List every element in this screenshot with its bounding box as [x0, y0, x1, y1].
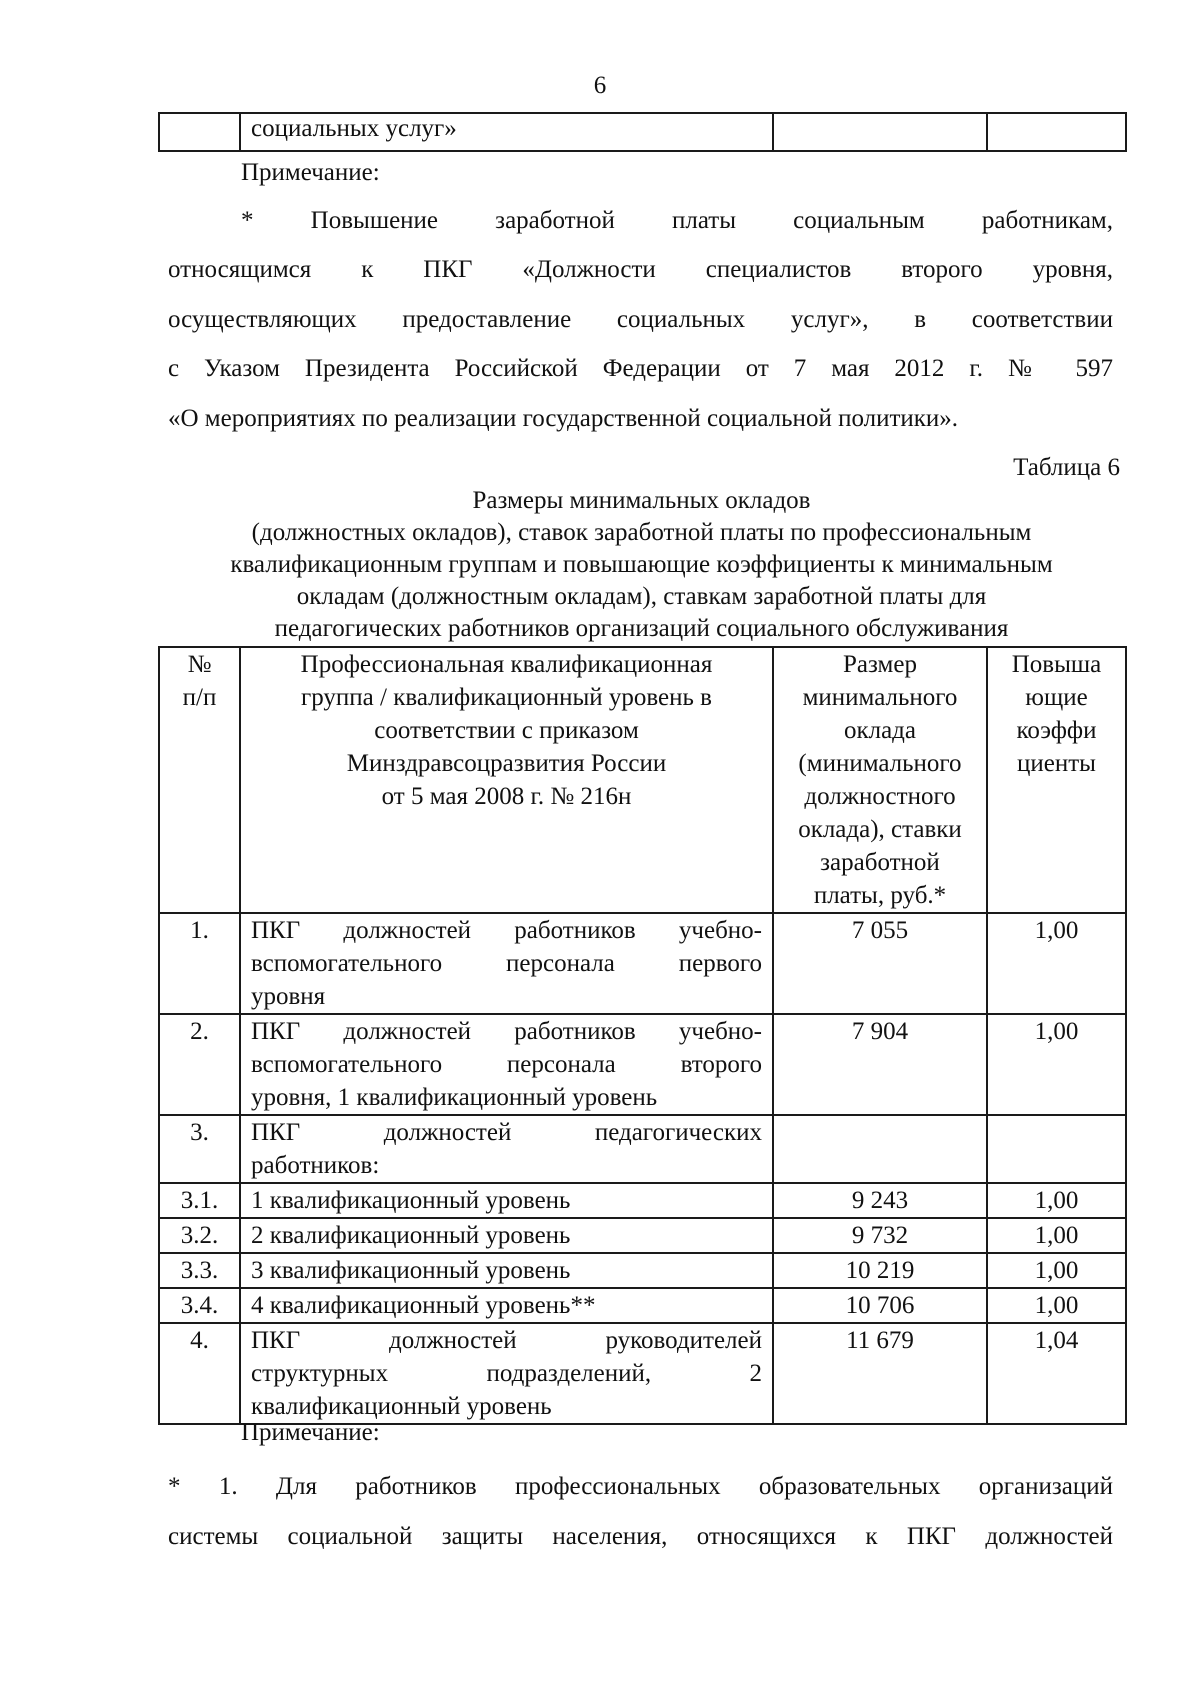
table-row: [159, 1288, 1126, 1323]
row-salary: 9 243: [773, 1183, 987, 1218]
row-num: 3.4.: [159, 1288, 240, 1323]
row-name: 3 квалификационный уровень: [240, 1253, 773, 1288]
table-cell-text: социальных услуг»: [251, 115, 457, 142]
row-coef: 1,04: [987, 1323, 1126, 1424]
table-row: [159, 1014, 1126, 1115]
note-label: Примечание:: [241, 159, 380, 186]
row-name: ПКГ должностей педагогических работников:: [240, 1115, 773, 1183]
row-name: 4 квалификационный уровень**: [240, 1288, 773, 1323]
row-coef: 1,00: [987, 1288, 1126, 1323]
note-line: * Повышение заработной платы социальным работникам,: [241, 207, 1113, 234]
caption-line: квалификационным группам и повышающие коэффициенты к минимальным: [230, 551, 1053, 578]
row-salary: 10 219: [773, 1253, 987, 1288]
row-salary: 9 732: [773, 1218, 987, 1253]
row-name: ПКГ должностей работников учебно- вспомогательного персонала первого уровня: [240, 913, 773, 1014]
row-name: ПКГ должностей руководителей структурных подразделений, 2 квалификационный уровень: [240, 1323, 773, 1424]
salary-table: [158, 646, 1127, 1425]
row-coef: 1,00: [987, 1218, 1126, 1253]
caption-line: Размеры минимальных окладов: [472, 487, 811, 514]
note-line: осуществляющих предоставление социальных услуг», в соответствии: [168, 306, 1113, 333]
note-line: «О мероприятиях по реализации государственной социальной политики».: [168, 405, 959, 432]
row-salary: 11 679: [773, 1323, 987, 1424]
table-row: [159, 1183, 1126, 1218]
row-num: 1.: [159, 913, 240, 1014]
caption-line: педагогических работников организаций социального обслуживания: [274, 615, 1009, 642]
header-salary: Размер минимального оклада (минимального должностного оклада), ставки заработной платы, руб.*: [773, 647, 987, 913]
row-coef: 1,00: [987, 913, 1126, 1014]
row-num: 4.: [159, 1323, 240, 1424]
row-num: 3.3.: [159, 1253, 240, 1288]
row-coef: 1,00: [987, 1014, 1126, 1115]
note-line: * 1. Для работников профессиональных образовательных организаций: [168, 1473, 1113, 1500]
page-number: 6: [593, 72, 607, 99]
row-num: 3.2.: [159, 1218, 240, 1253]
row-salary: 7 904: [773, 1014, 987, 1115]
row-coef: 1,00: [987, 1183, 1126, 1218]
header-num: № п/п: [159, 647, 240, 913]
note-label: Примечание:: [241, 1419, 380, 1446]
row-name: ПКГ должностей работников учебно- вспомогательного персонала второго уровня, 1 квалификационный уровень: [240, 1014, 773, 1115]
table-row: [159, 1253, 1126, 1288]
row-num: 2.: [159, 1014, 240, 1115]
header-coef: Повыша ющие коэффи циенты: [987, 647, 1126, 913]
table-row: [159, 1323, 1126, 1424]
row-coef: 1,00: [987, 1253, 1126, 1288]
caption-line: окладам (должностным окладам), ставкам заработной платы для: [296, 583, 987, 610]
note-line: относящимся к ПКГ «Должности специалистов второго уровня,: [168, 256, 1113, 283]
table-caption: [158, 485, 1125, 645]
continued-table: [158, 112, 1127, 152]
row-name: 2 квалификационный уровень: [240, 1218, 773, 1253]
caption-line: (должностных окладов), ставок заработной платы по профессиональным: [251, 519, 1032, 546]
table-label: Таблица 6: [1013, 454, 1120, 481]
row-num: 3.1.: [159, 1183, 240, 1218]
row-num: 3.: [159, 1115, 240, 1183]
row-name: 1 квалификационный уровень: [240, 1183, 773, 1218]
header-name: Профессиональная квалификационная группа / квалификационный уровень в соответствии с приказом Минздравсоцразвития России от 5 мая 2008 г. № 216н: [240, 647, 773, 913]
table-row: [159, 1115, 1126, 1183]
note-line: с Указом Президента Российской Федерации от 7 мая 2012 г. № 597: [168, 355, 1113, 382]
row-coef: [987, 1115, 1126, 1183]
row-salary: 7 055: [773, 913, 987, 1014]
table-row: [159, 1218, 1126, 1253]
note-line: системы социальной защиты населения, относящихся к ПКГ должностей: [168, 1523, 1113, 1550]
row-salary: 10 706: [773, 1288, 987, 1323]
table-row: [159, 113, 1126, 151]
row-salary: [773, 1115, 987, 1183]
table-header-row: [159, 647, 1126, 913]
table-row: [159, 913, 1126, 1014]
